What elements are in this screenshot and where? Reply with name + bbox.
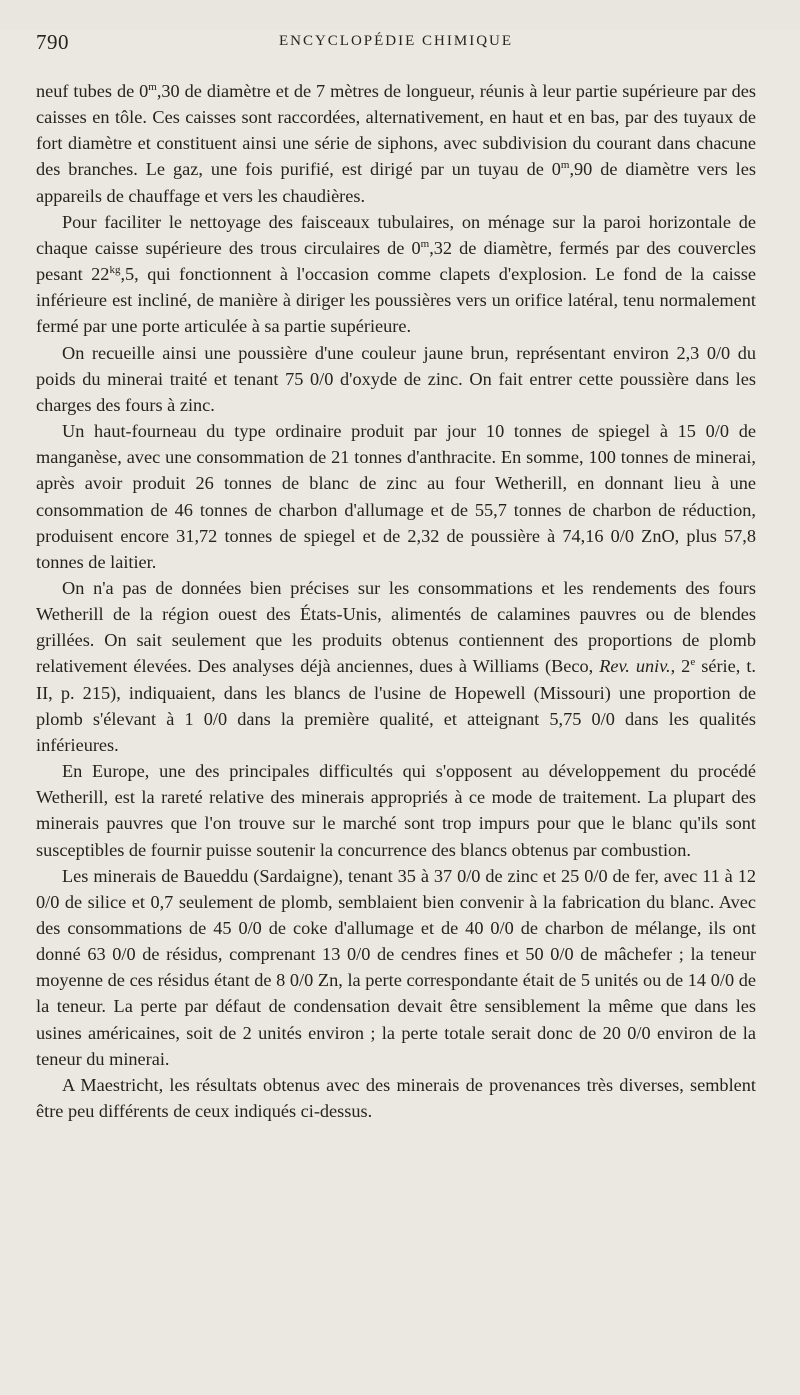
running-title: ENCYCLOPÉDIE CHIMIQUE: [278, 33, 514, 49]
page-number: 790: [36, 30, 69, 54]
paragraph: On n'a pas de données bien précises sur les consommations et les rendements des fours Wetherill de la région ouest des États-Unis, alimentés de calamines pauvres ou de blendes grillées. On sait seulement que les produits obtenus contiennent des proportions de plomb relativement élevées. Des analyses déjà anciennes, dues à Williams (Beco, Rev. univ., 2e série, t. II, p. 215), indiquaient, dans les blancs de l'usine de Hopewell (Missouri) une proportion de plomb s'élevant à 1 0/0 dans la première qualité, et atteignant 5,75 0/0 dans les qualités inférieures.: [36, 577, 757, 755]
paragraph: Pour faciliter le nettoyage des faisceaux tubulaires, on ménage sur la paroi horizontale de chaque caisse supérieure des trous circulaires de 0$^m$,32 de diamètre, fermés par des couvercles pesant $22^{kg},5$, qui fonctionnent à l'occasion comme clapets d'explosion. Le fond de la caisse inférieure est incliné, de manière à diriger les poussières vers un orifice latéral, tenu normalement fermé par une porte articulée à sa partie supérieure.: [36, 211, 757, 337]
paragraph: En Europe, une des principales difficultés qui s'opposent au développement du procédé Wetherill, est la rareté relative des minerais appropriés à ce mode de traitement. La plupart des minerais pauvres que l'on trouve sur le marché sont trop impurs pour que le blanc qu'ils sont susceptibles de fournir puisse soutenir la concurrence des blancs obtenus par combustion.: [36, 761, 756, 860]
paragraph: Un haut-fourneau du type ordinaire produit par jour 10 tonnes de spiegel à 15 0/0 de manganèse, avec une consommation de 21 tonnes d'anthracite. En somme, 100 tonnes de minerai, après avoir produit 26 tonnes de blanc de zinc au four Wetherill, en donnant lieu à une consommation de 46 tonnes de charbon d'allumage et de 55,7 tonnes de charbon de réduction, produisent encore 31,72 tonnes de spiegel et de 2,32 de poussière à 74,16 0/0 ZnO, plus 57,8 tonnes de laitier.: [36, 421, 756, 572]
body-text: [36, 78, 756, 1124]
book-page: [0, 30, 800, 1395]
page-header: [36, 30, 756, 70]
paragraph: On recueille ainsi une poussière d'une couleur jaune brun, représentant environ 2,3 0/0 du poids du minerai traité et tenant 75 0/0 d'oxyde de zinc. On fait entrer cette poussière dans les charges des fours à zinc.: [36, 342, 756, 415]
paragraph: neuf tubes de 0$^m$,30 de diamètre et de 7 mètres de longueur, réunis à leur partie supérieure par des caisses en tôle. Ces caisses sont raccordées, alternativement, en haut et en bas, par des tuyaux de fort diamètre et constituent ainsi une série de siphons, avec subdivision du courant dans chacune des branches. Le gaz, une fois purifié, est dirigé par un tuyau de 0$^m$,90 de diamètre vers les appareils de chauffage et vers les chaudières.: [36, 81, 756, 206]
paragraph: Les minerais de Baueddu (Sardaigne), tenant 35 à 37 0/0 de zinc et 25 0/0 de fer, avec 11 à 12 0/0 de silice et 0,7 seulement de plomb, semblaient bien convenir à la fabrication du blanc. Avec des consommations de 45 0/0 de coke d'allumage et de 40 0/0 de charbon de mélange, ils ont donné 63 0/0 de résidus, comprenant 13 0/0 de cendres fines et 50 0/0 de mâchefer ; la teneur moyenne de ces résidus étant de 8 0/0 Zn, la perte correspondante était de 5 unités ou de 14 0/0 de la teneur. La perte par défaut de condensation devait être sensiblement la même que dans les usines américaines, soit de 2 unités environ ; la perte totale serait donc de 20 0/0 environ de la teneur du minerai.: [36, 865, 756, 1069]
paragraph: A Maestricht, les résultats obtenus avec des minerais de provenances très diverses, semblent être peu différents de ceux indiqués ci-dessus.: [36, 1074, 756, 1122]
